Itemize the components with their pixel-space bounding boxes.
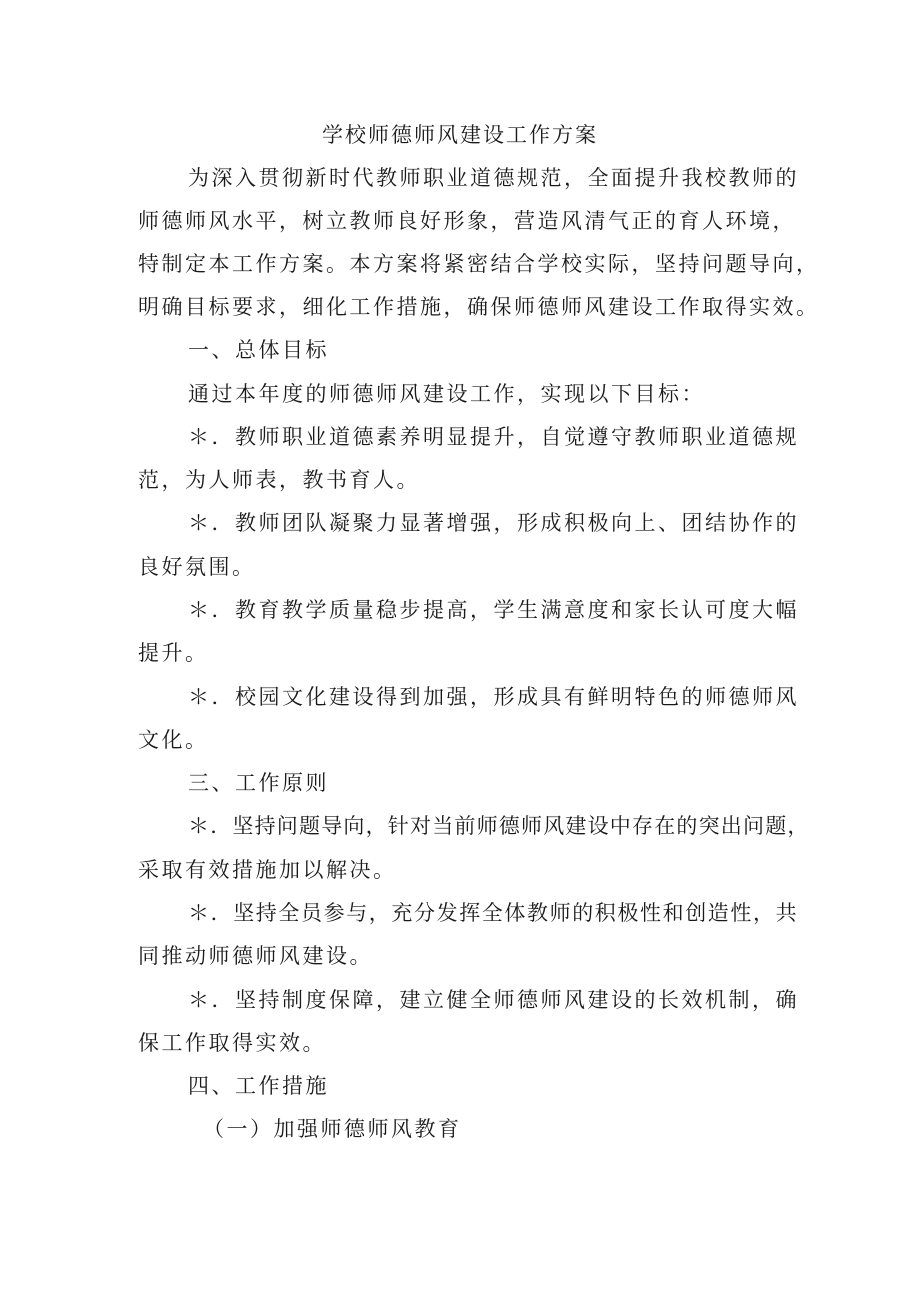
document-title: 学校师德师风建设工作方案 [322,123,598,147]
goal-item-3-line-1: ＊．教育教学质量稳步提高，学生满意度和家长认可度大幅 [188,598,799,622]
goal-item-2-line-2: 良好氛围。 [138,555,256,579]
intro-line-1: 为深入贯彻新时代教师职业道德规范，全面提升我校教师的 [188,166,799,190]
principle-item-2-line-2: 同推动师德师风建设。 [138,944,373,968]
principle-item-3-line-2: 保工作取得实效。 [138,1031,326,1055]
goal-item-3-line-2: 提升。 [138,641,209,665]
goals-intro: 通过本年度的师德师风建设工作，实现以下目标： [188,382,705,406]
principle-item-3-line-1: ＊．坚持制度保障，建立健全师德师风建设的长效机制，确 [188,988,799,1012]
goal-item-4-line-1: ＊．校园文化建设得到加强，形成具有鲜明特色的师德师风 [188,685,799,709]
principle-item-2-line-1: ＊．坚持全员参与，充分发挥全体教师的积极性和创造性，共 [188,901,799,925]
intro-line-4: 明确目标要求，细化工作措施，确保师德师风建设工作取得实效。 [138,295,820,319]
principle-item-1-line-2: 采取有效措施加以解决。 [138,858,397,882]
goal-item-1-line-1: ＊．教师职业道德素养明显提升，自觉遵守教师职业道德规 [188,425,799,449]
principle-item-1-line-1: ＊．坚持问题导向，针对当前师德师风建设中存在的突出问题， [188,814,810,838]
goal-item-2-line-1: ＊．教师团队凝聚力显著增强，形成积极向上、团结协作的 [188,511,799,535]
section-heading-measures: 四、工作措施 [188,1074,329,1098]
goal-item-4-line-2: 文化。 [138,728,209,752]
intro-line-3: 特制定本工作方案。本方案将紧密结合学校实际，坚持问题导向， [138,252,820,276]
section-heading-principles: 三、工作原则 [188,771,329,795]
goal-item-1-line-2: 范，为人师表，教书育人。 [138,468,420,492]
subsection-heading-education: （一）加强师德师风教育 [203,1117,462,1141]
intro-line-2: 师德师风水平，树立教师良好形象，营造风清气正的育人环境， [138,209,796,233]
section-heading-goals: 一、总体目标 [188,338,329,362]
